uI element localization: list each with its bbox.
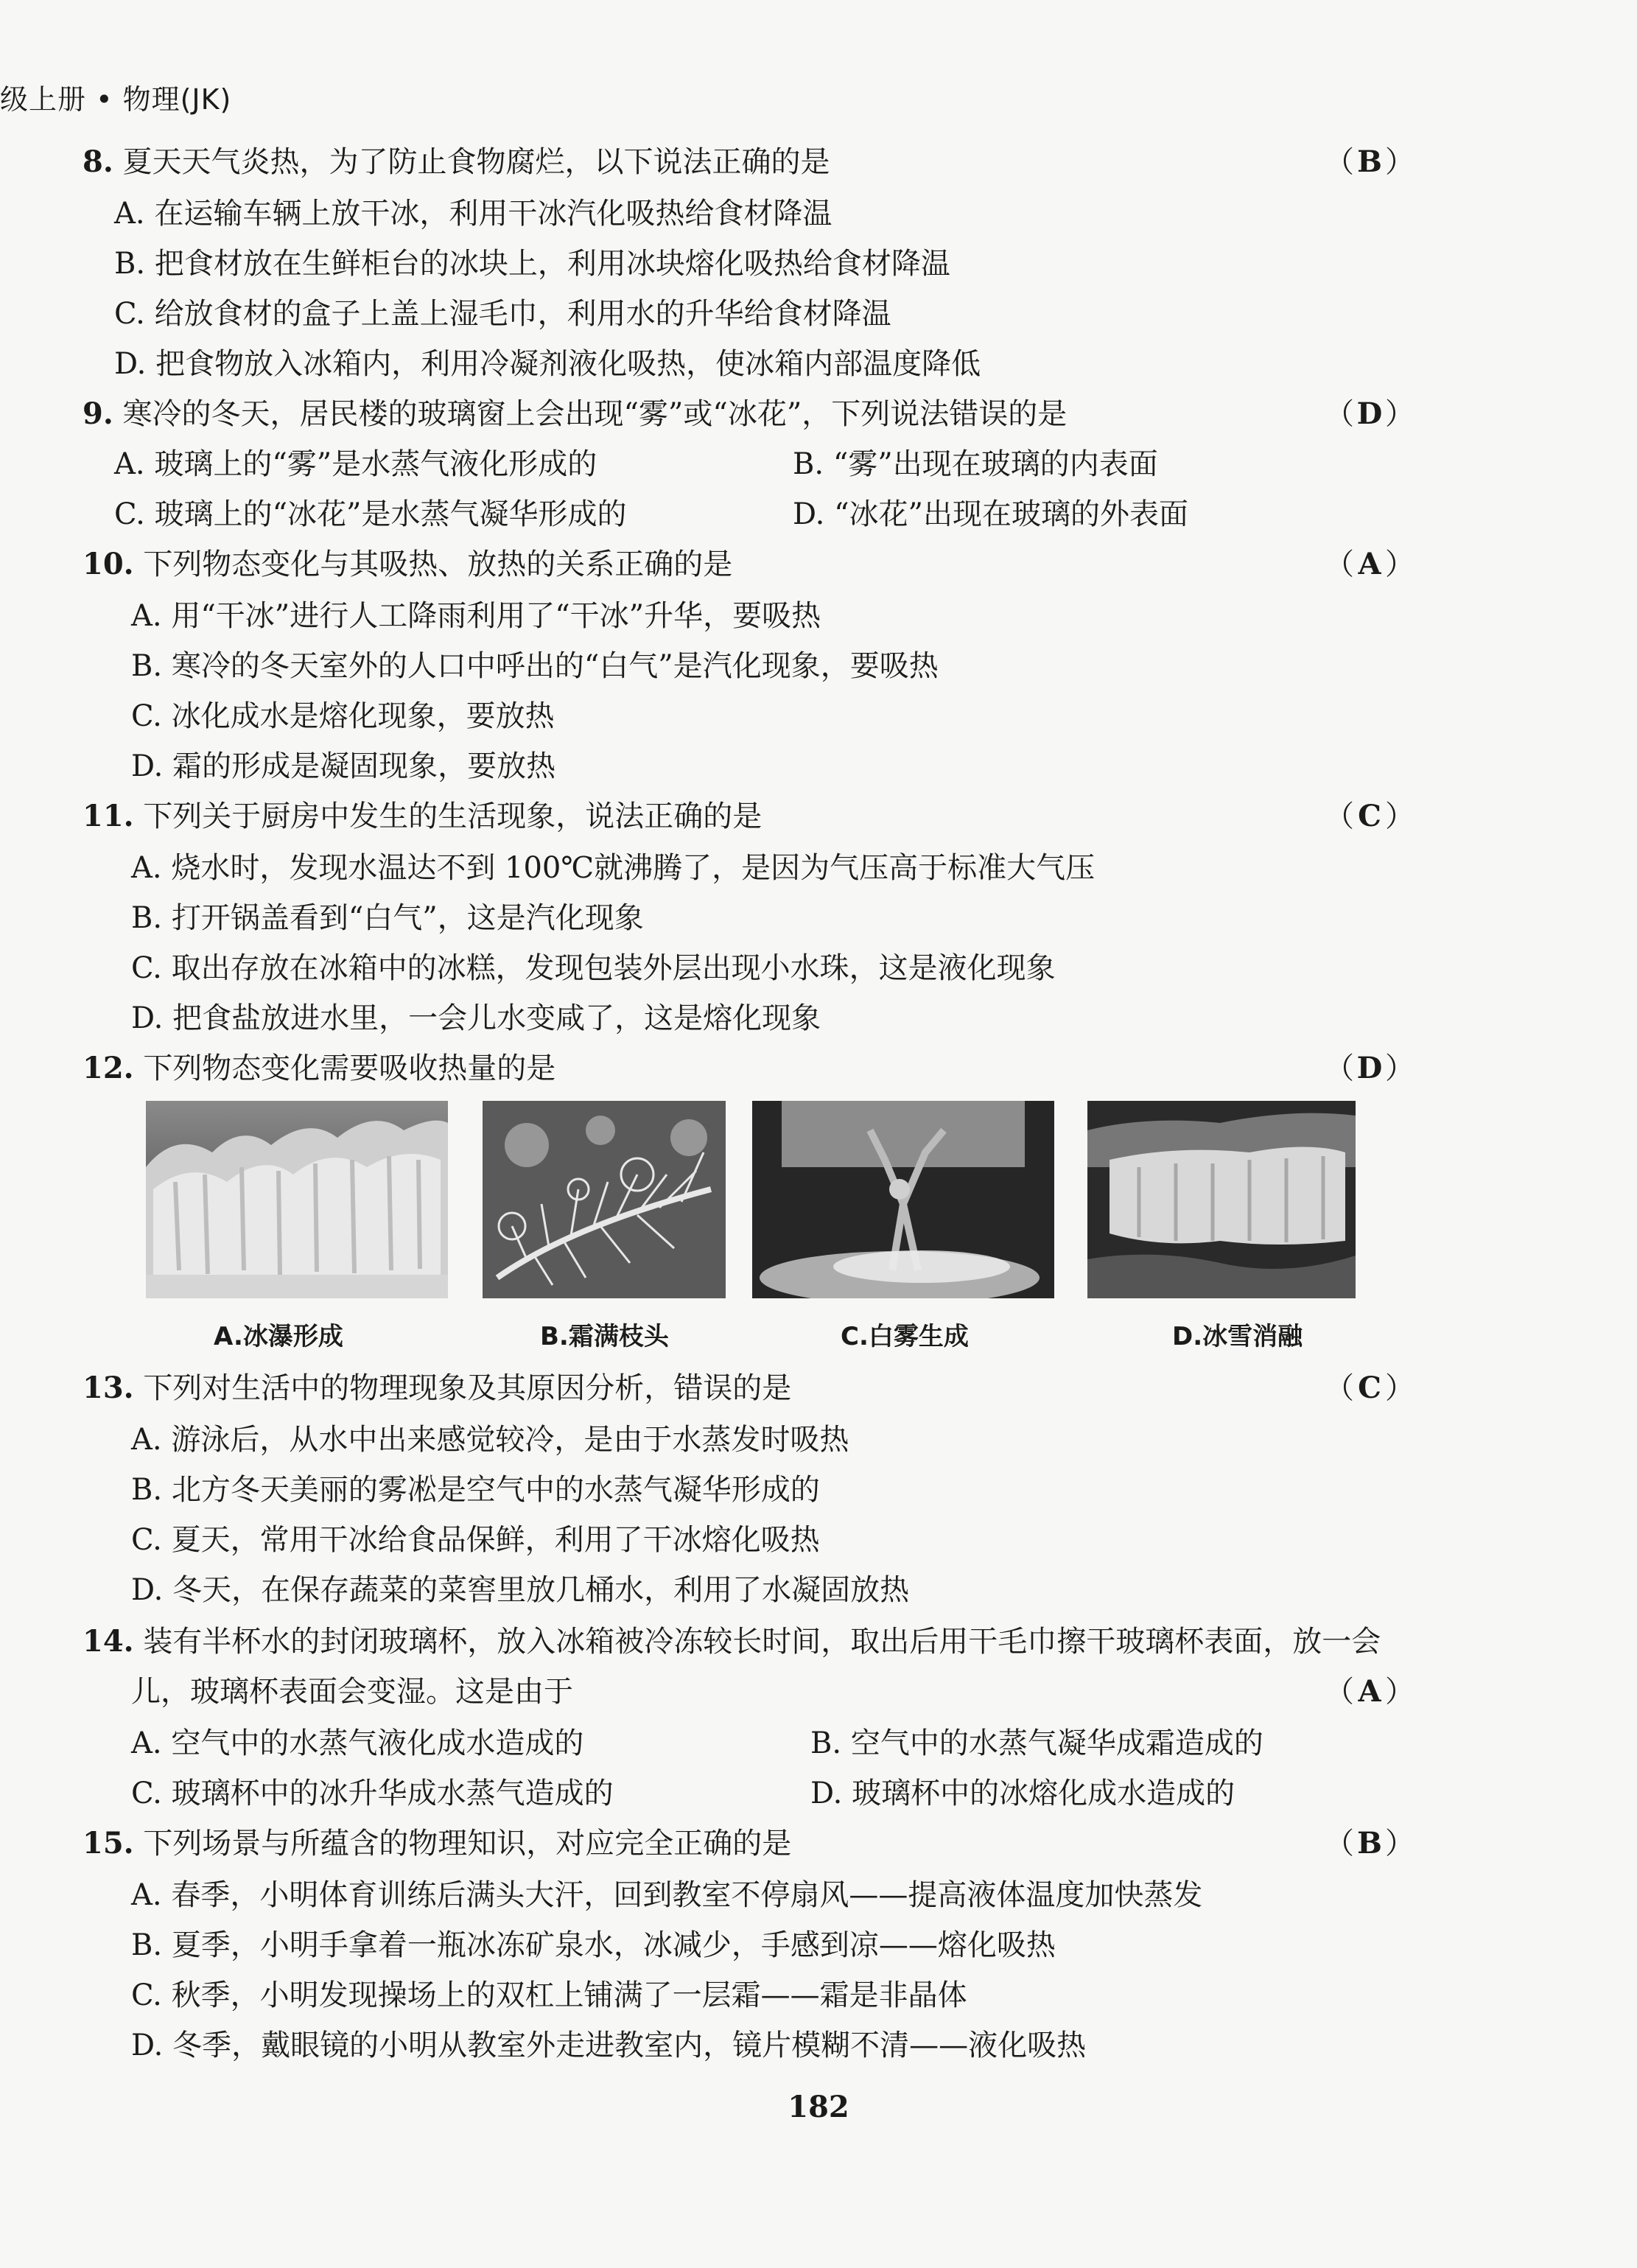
q10-option-b: B. 寒冷的冬天室外的人口中呼出的“白气”是汽化现象，要吸热 [131, 649, 939, 683]
q10-option-c: C. 冰化成水是熔化现象，要放热 [131, 699, 555, 733]
question-14-stem: 14. 装有半杯水的封闭玻璃杯，放入冰箱被冷冻较长时间，取出后用干毛巾擦干玻璃杯表面，放一会 [83, 1624, 1381, 1659]
answer-12: （D） [1325, 1051, 1415, 1085]
q8-option-a: A. 在运输车辆上放干冰，利用干冰汽化吸热给食材降温 [114, 197, 832, 231]
answer-10: （ A ） [1325, 547, 1415, 581]
question-10-stem: 10. 下列物态变化与其吸热、放热的关系正确的是 [83, 547, 733, 581]
question-13-stem: 13. 下列对生活中的物理现象及其原因分析，错误的是 [83, 1371, 792, 1405]
q15-option-d: D. 冬季，戴眼镜的小明从教室外走进教室内，镜片模糊不清——液化吸热 [131, 2029, 1087, 2062]
question-14-stem-continued: 儿，玻璃杯表面会变湿。这是由于 [131, 1675, 573, 1709]
q14-option-d: D. 玻璃杯中的冰熔化成水造成的 [810, 1777, 1235, 1810]
q10-option-a: A. 用“干冰”进行人工降雨利用了“干冰”升华，要吸热 [131, 599, 821, 633]
caption-c: C.白雾生成 [841, 1322, 969, 1351]
q14-option-c: C. 玻璃杯中的冰升华成水蒸气造成的 [131, 1777, 614, 1810]
q8-option-d: D. 把食物放入冰箱内，利用冷凝剂液化吸热，使冰箱内部温度降低 [114, 347, 981, 381]
answer-8: （ B ） [1325, 144, 1415, 179]
answer-9: （D） [1325, 396, 1415, 431]
q11-option-b: B. 打开锅盖看到“白气”，这是汽化现象 [131, 901, 644, 935]
q14-option-a: A. 空气中的水蒸气液化成水造成的 [131, 1726, 584, 1760]
answer-14: （ A ） [1325, 1674, 1415, 1709]
question-9-stem: 9. 寒冷的冬天，居民楼的玻璃窗上会出现“雾”或“冰花”，下列说法错误的是 [83, 396, 1068, 431]
melting-ice-photo [1087, 1101, 1356, 1298]
q13-option-b: B. 北方冬天美丽的雾凇是空气中的水蒸气凝华形成的 [131, 1473, 820, 1507]
q15-option-c: C. 秋季，小明发现操场上的双杠上铺满了一层霜——霜是非晶体 [131, 1978, 967, 2012]
q15-option-a: A. 春季，小明体育训练后满头大汗，回到教室不停扇风——提高液体温度加快蒸发 [131, 1878, 1203, 1912]
question-15-stem: 15. 下列场景与所蕴含的物理知识，对应完全正确的是 [83, 1826, 792, 1861]
question-8-stem: 8. 夏天天气炎热，为了防止食物腐烂，以下说法正确的是 [83, 144, 830, 179]
white-fog-photo [752, 1101, 1054, 1298]
q11-option-d: D. 把食盐放进水里，一会儿水变咸了，这是熔化现象 [131, 1001, 821, 1035]
q8-option-c: C. 给放食材的盒子上盖上湿毛巾，利用水的升华给食材降温 [114, 297, 891, 331]
q9-option-b: B. “雾”出现在玻璃的内表面 [793, 447, 1158, 481]
q9-option-c: C. 玻璃上的“冰花”是水蒸气凝华形成的 [114, 497, 627, 531]
q13-option-d: D. 冬天，在保存蔬菜的菜窖里放几桶水，利用了水凝固放热 [131, 1573, 910, 1607]
page-header: 级上册 • 物理(JK) [0, 83, 232, 116]
caption-d: D.冰雪消融 [1172, 1322, 1303, 1351]
answer-13: （ C ） [1325, 1371, 1415, 1405]
q13-option-a: A. 游泳后，从水中出来感觉较冷，是由于水蒸发时吸热 [131, 1423, 849, 1457]
q10-option-d: D. 霜的形成是凝固现象，要放热 [131, 749, 556, 783]
icefall-photo [146, 1101, 448, 1298]
page-number: 182 [788, 2090, 849, 2124]
q9-option-d: D. “冰花”出现在玻璃的外表面 [793, 497, 1188, 531]
caption-a: A.冰瀑形成 [214, 1322, 343, 1351]
answer-15: （ B ） [1325, 1826, 1415, 1861]
q8-option-b: B. 把食材放在生鲜柜台的冰块上，利用冰块熔化吸热给食材降温 [114, 247, 950, 281]
answer-11: （ C ） [1325, 799, 1415, 833]
q13-option-c: C. 夏天，常用干冰给食品保鲜，利用了干冰熔化吸热 [131, 1523, 820, 1557]
question-11-stem: 11. 下列关于厨房中发生的生活现象，说法正确的是 [83, 799, 763, 833]
frost-branch-photo [483, 1101, 726, 1298]
question-12-stem: 12. 下列物态变化需要吸收热量的是 [83, 1051, 556, 1085]
q14-option-b: B. 空气中的水蒸气凝华成霜造成的 [810, 1726, 1263, 1760]
q11-option-c: C. 取出存放在冰箱中的冰糕，发现包装外层出现小水珠，这是液化现象 [131, 951, 1056, 985]
caption-b: B.霜满枝头 [540, 1322, 669, 1351]
q11-option-a: A. 烧水时，发现水温达不到 100℃就沸腾了，是因为气压高于标准大气压 [131, 851, 1096, 885]
q9-option-a: A. 玻璃上的“雾”是水蒸气液化形成的 [114, 447, 597, 481]
q15-option-b: B. 夏季，小明手拿着一瓶冰冻矿泉水，冰减少，手感到凉——熔化吸热 [131, 1928, 1056, 1962]
